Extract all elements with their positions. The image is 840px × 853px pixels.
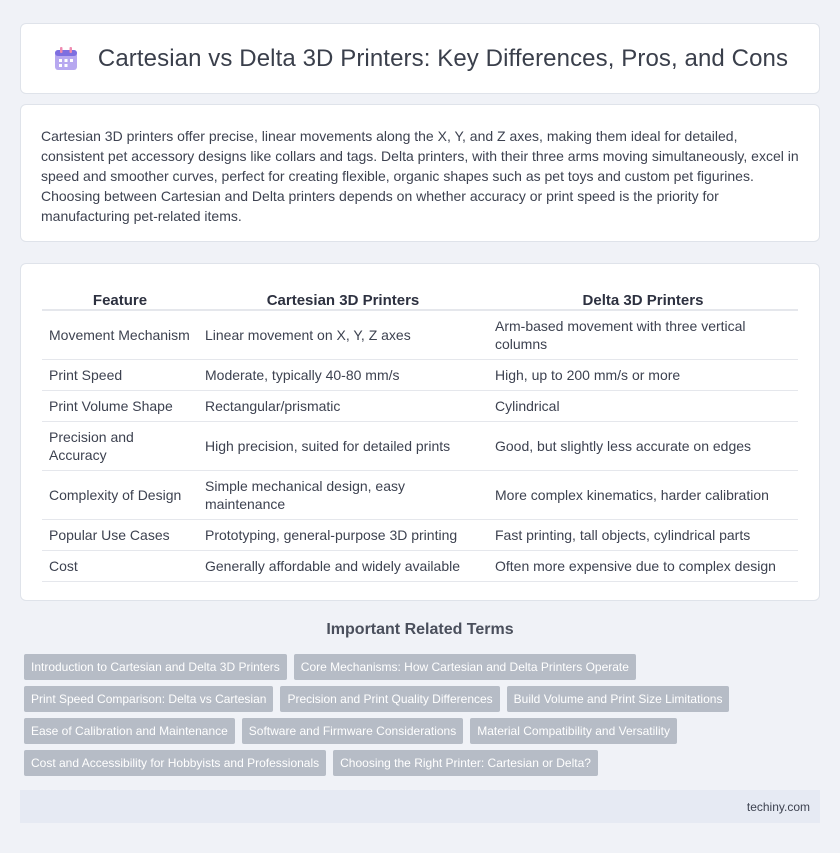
comparison-table-card [20, 263, 820, 601]
related-term-tag[interactable]: Introduction to Cartesian and Delta 3D Printers [24, 654, 287, 680]
cartesian-cell: Simple mechanical design, easy maintenance [198, 471, 488, 520]
feature-cell: Movement Mechanism [42, 310, 198, 360]
table-row [42, 391, 798, 422]
feature-cell: Cost [42, 551, 198, 582]
related-term-tag[interactable]: Print Speed Comparison: Delta vs Cartesian [24, 686, 273, 712]
table-row [42, 471, 798, 520]
page-title: Cartesian vs Delta 3D Printers: Key Differences, Pros, and Cons [97, 44, 789, 72]
calendar-icon [52, 45, 80, 73]
column-header-delta: Delta 3D Printers [488, 284, 798, 310]
table-row [42, 360, 798, 391]
cartesian-cell: Generally affordable and widely available [198, 551, 488, 582]
related-term-tag[interactable]: Software and Firmware Considerations [242, 718, 463, 744]
comparison-table [42, 284, 798, 582]
title-wrap [52, 45, 788, 73]
footer [20, 790, 820, 823]
table-row [42, 551, 798, 582]
header-card [20, 23, 820, 94]
cartesian-cell: Moderate, typically 40-80 mm/s [198, 360, 488, 391]
related-terms-tags [24, 654, 824, 776]
delta-cell: Good, but slightly less accurate on edges [488, 422, 798, 471]
delta-cell: Arm-based movement with three vertical columns [488, 310, 798, 360]
cartesian-cell: Prototyping, general-purpose 3D printing [198, 520, 488, 551]
delta-cell: More complex kinematics, harder calibration [488, 471, 798, 520]
related-term-tag[interactable]: Material Compatibility and Versatility [470, 718, 677, 744]
feature-cell: Print Speed [42, 360, 198, 391]
related-term-tag[interactable]: Precision and Print Quality Differences [280, 686, 499, 712]
related-term-tag[interactable]: Core Mechanisms: How Cartesian and Delta Printers Operate [294, 654, 636, 680]
cartesian-cell: Linear movement on X, Y, Z axes [198, 310, 488, 360]
feature-cell: Precision and Accuracy [42, 422, 198, 471]
related-term-tag[interactable]: Ease of Calibration and Maintenance [24, 718, 235, 744]
feature-cell: Popular Use Cases [42, 520, 198, 551]
delta-cell: Often more expensive due to complex design [488, 551, 798, 582]
related-term-tag[interactable]: Build Volume and Print Size Limitations [507, 686, 730, 712]
related-term-tag[interactable]: Choosing the Right Printer: Cartesian or Delta? [333, 750, 598, 776]
footer-site-name[interactable]: techiny.com [746, 799, 810, 814]
table-header-row [42, 284, 798, 310]
delta-cell: Fast printing, tall objects, cylindrical parts [488, 520, 798, 551]
table-row [42, 422, 798, 471]
intro-paragraph: Cartesian 3D printers offer precise, linear movements along the X, Y, and Z axes, making them ideal for detailed, consistent pet accessory designs like collars and tags. Delta printers, with their three arms moving simultaneously, excel in speed and smoother curves, perfect for creating flexible, organic shapes such as pet toys and custom pet figurines. Choosing between Cartesian and Delta printers depends on whether accuracy or print speed is the priority for manufacturing pet-related items. [41, 128, 799, 224]
column-header-feature: Feature [42, 284, 198, 310]
column-header-cartesian: Cartesian 3D Printers [198, 284, 488, 310]
intro-card [20, 104, 820, 242]
delta-cell: High, up to 200 mm/s or more [488, 360, 798, 391]
related-terms-title: Important Related Terms [326, 621, 514, 638]
related-term-tag[interactable]: Cost and Accessibility for Hobbyists and Professionals [24, 750, 326, 776]
delta-cell: Cylindrical [488, 391, 798, 422]
table-row [42, 520, 798, 551]
feature-cell: Print Volume Shape [42, 391, 198, 422]
feature-cell: Complexity of Design [42, 471, 198, 520]
cartesian-cell: High precision, suited for detailed prints [198, 422, 488, 471]
table-row [42, 310, 798, 360]
cartesian-cell: Rectangular/prismatic [198, 391, 488, 422]
